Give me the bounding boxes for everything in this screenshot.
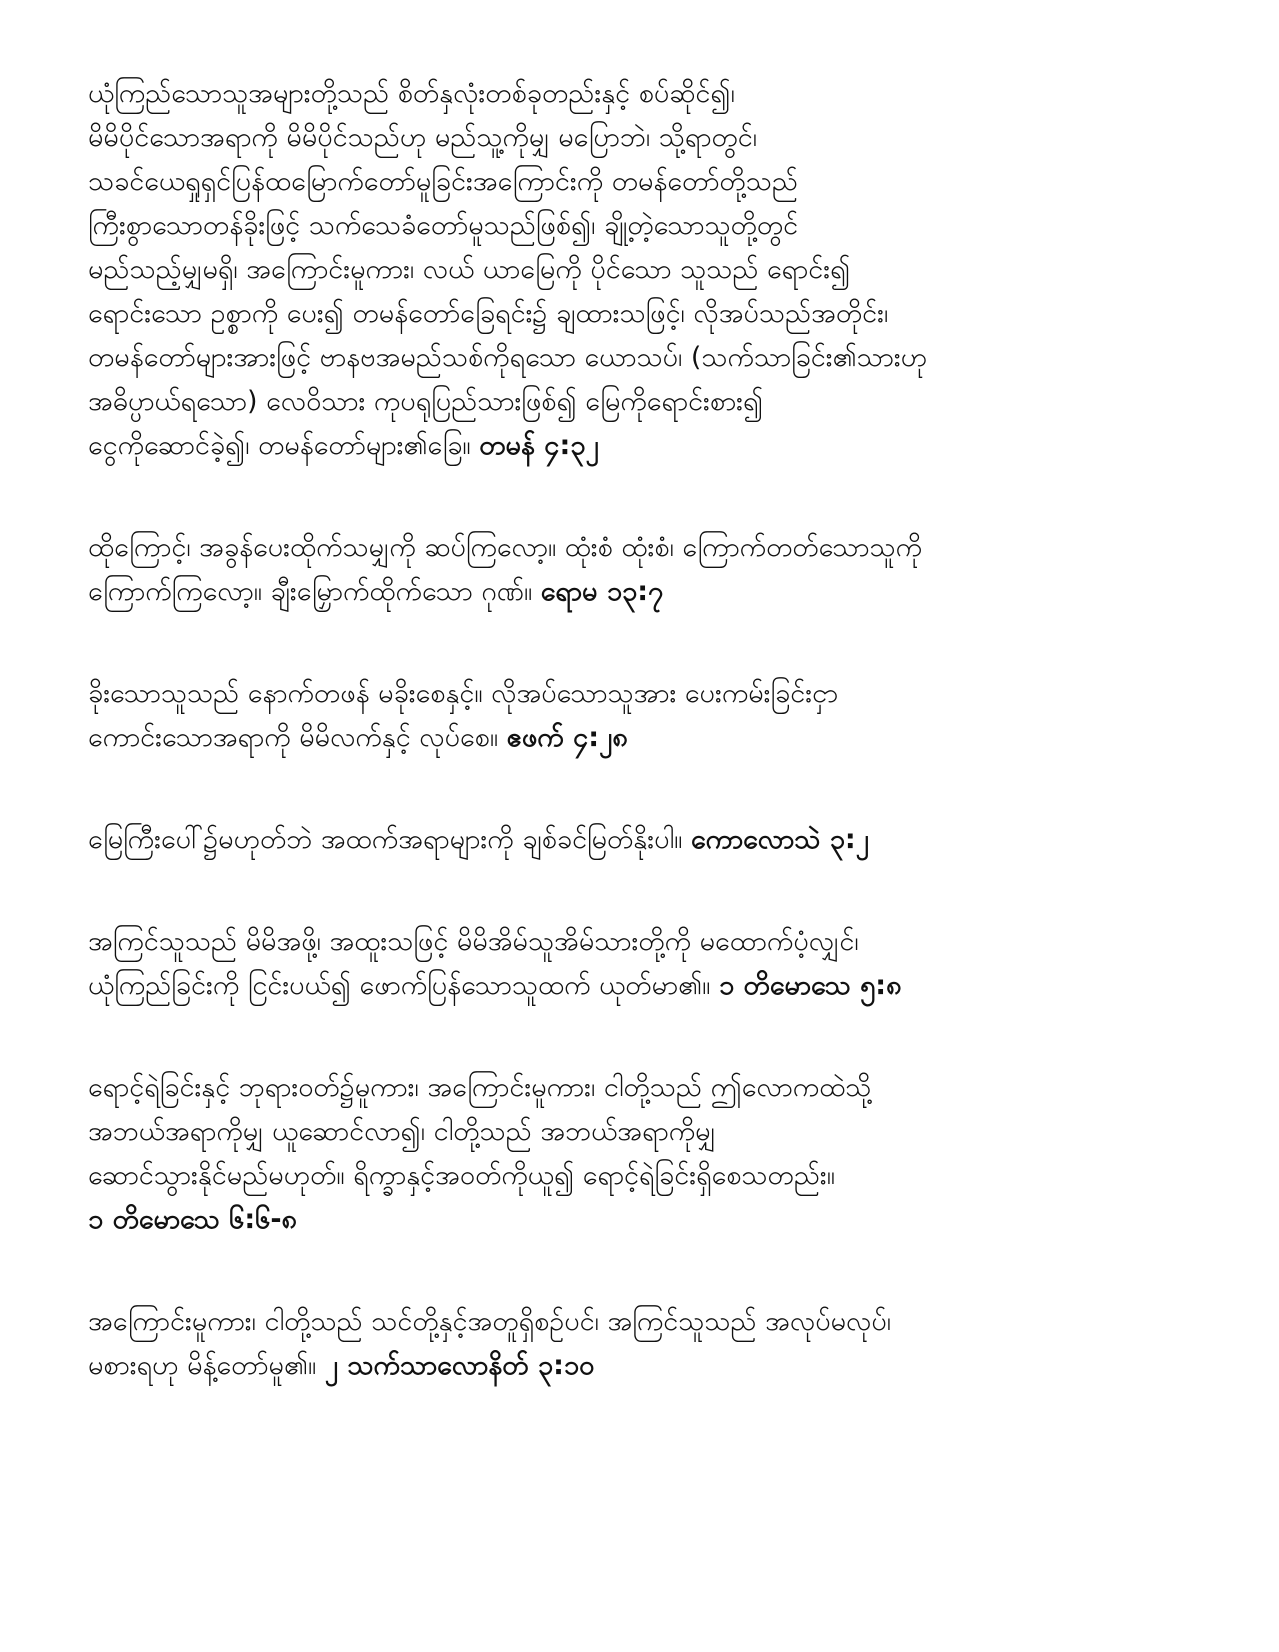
text-line: ကောင်းသောအရာကို မိမိလက်နှင့် လုပ်စေ။ [88, 722, 499, 753]
verse-reference: ဧဖက် ၄:၂၈ [506, 722, 628, 753]
text-line: မိမိပိုင်သောအရာကို မိမိပိုင်သည်ဟု မည်သူ့ကိုမျှ မပြောဘဲ၊ သို့ရာတွင်၊ [88, 122, 757, 153]
verse-reference: ကောလောသဲ ၃:၂ [690, 824, 869, 855]
text-line-with-reference [88, 1344, 1198, 1388]
document-page [88, 72, 1198, 1446]
text-line: မည်သည့်မျှမရှိ၊ အကြောင်းမူကား၊ လယ် ယာမြေကို ပိုင်သော သူသည် ရောင်း၍ [88, 254, 851, 285]
text-line-with-reference [88, 964, 1198, 1008]
text-line: ကြီးစွာသောတန်ခိုးဖြင့် သက်သေခံတော်မူသည်ဖြစ်၍၊ ချို့တဲ့သောသူတို့တွင် [88, 210, 799, 241]
text-line: ငွေကိုဆောင်ခဲ့၍၊ တမန်တော်များ၏ခြေ။ [88, 430, 471, 461]
text-line: ထိုကြောင့်၊ အခွန်ပေးထိုက်သမျှကို ဆပ်ကြလော့။ ထုံးစံ ထုံးစံ၊ ကြောက်တတ်သောသူကို [88, 532, 923, 563]
text-line: ကြောက်ကြလော့။ ချီးမြှောက်ထိုက်သော ဂုဏ်။ [88, 576, 533, 607]
verse-reference: တမန် ၄:၃၂ [479, 430, 599, 461]
passage-romans [88, 526, 1198, 614]
text-line-with-reference [88, 424, 1198, 468]
text-line: သခင်ယေရှုရှင်ပြန်ထမြောက်တော်မူခြင်းအကြောင်းကို တမန်တော်တို့သည် [88, 166, 798, 197]
text-line: ရောင်းသော ဥစ္စာကို ပေး၍ တမန်တော်ခြေရင်း၌ ချထားသဖြင့်၊ လိုအပ်သည်အတိုင်း၊ [88, 298, 889, 329]
passage-1-timothy-5 [88, 920, 1198, 1008]
text-line: ရောင့်ရဲခြင်းနှင့် ဘုရားဝတ်၌မူကား၊ အကြောင်းမူကား၊ ငါတို့သည် ဤလောကထဲသို့ [88, 1072, 872, 1103]
text-line: ခိုးသောသူသည် နောက်တဖန် မခိုးစေနှင့်။ လိုအပ်သောသူအား ပေးကမ်းခြင်းငှာ [88, 678, 839, 709]
passage-ephesians [88, 672, 1198, 760]
text-line: အဓိပ္ပာယ်ရသော) လေဝိသား ကုပရုပြည်သားဖြစ်၍ မြေကိုရောင်းစား၍ [88, 386, 764, 417]
passage-acts [88, 72, 1198, 468]
text-line-with-reference [88, 818, 1198, 862]
text-line: ယုံကြည်ခြင်းကို ငြင်းပယ်၍ ဖောက်ပြန်သောသူထက် ယုတ်မာ၏။ [88, 970, 711, 1001]
text-line: မြေကြီးပေါ်၌မဟုတ်ဘဲ အထက်အရာများကို ချစ်ခင်မြတ်နိုးပါ။ [88, 824, 683, 855]
passage-1-timothy-6 [88, 1066, 1198, 1242]
passage-2-thessalonians [88, 1300, 1198, 1388]
verse-reference: ၂ သက်သာလောနိတ် ၃:၁၀ [324, 1350, 595, 1381]
text-line: အကြင်သူသည် မိမိအဖို့၊ အထူးသဖြင့် မိမိအိမ်သူအိမ်သားတို့ကို မထောက်ပံ့လျှင်၊ [88, 926, 859, 957]
text-line: အကြောင်းမူကား၊ ငါတို့သည် သင်တို့နှင့်အတူရှိစဉ်ပင်၊ အကြင်သူသည် အလုပ်မလုပ်၊ [88, 1306, 892, 1337]
text-line-with-reference [88, 570, 1198, 614]
text-line: ဆောင်သွားနိုင်မည်မဟုတ်။ ရိက္ခာနှင့်အဝတ်ကိုယူ၍ ရောင့်ရဲခြင်းရှိစေသတည်း။ [88, 1160, 835, 1191]
verse-reference: ၁ တိမောသေ ၆:၆-၈ [88, 1204, 297, 1235]
verse-reference: ၁ တိမောသေ ၅:၈ [718, 970, 902, 1001]
text-line: အဘယ်အရာကိုမျှ ယူဆောင်လာ၍၊ ငါတို့သည် အဘယ်အရာကိုမျှ [88, 1116, 716, 1147]
verse-reference: ရောမ ၁၃:၇ [540, 576, 664, 607]
text-line-with-reference [88, 716, 1198, 760]
text-line: မစားရဟု မိန့်တော်မူ၏။ [88, 1350, 317, 1381]
text-line: တမန်တော်များအားဖြင့် ဗာနဗအမည်သစ်ကိုရသော ယောသပ်၊ (သက်သာခြင်း၏သားဟု [88, 342, 928, 373]
text-line: ယုံကြည်သောသူအများတို့သည် စိတ်နှလုံးတစ်ခုတည်းနှင့် စပ်ဆိုင်၍၊ [88, 78, 735, 109]
passage-colossians [88, 818, 1198, 862]
